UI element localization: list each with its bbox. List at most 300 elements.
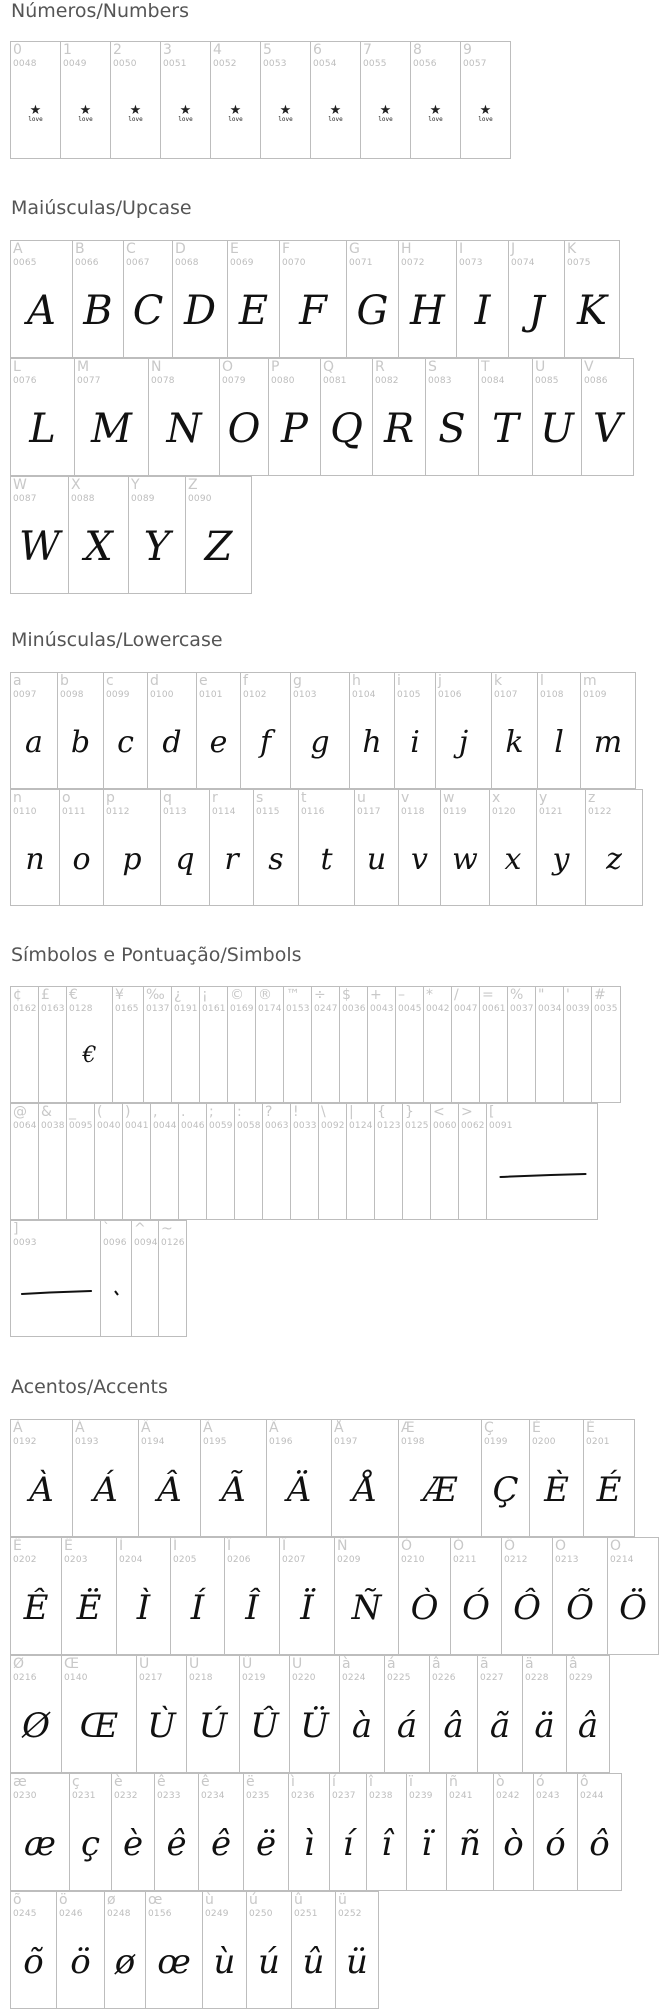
- glyph-code: 0229: [569, 1673, 593, 1683]
- glyph-code: 0080: [271, 376, 295, 386]
- glyph-sample: U: [540, 406, 574, 452]
- glyph-cell: [346, 240, 399, 358]
- glyph-code: 0040: [97, 1121, 121, 1131]
- glyph-cell: [402, 1103, 431, 1220]
- glyph-code: 0118: [401, 807, 425, 817]
- glyph-sample: w: [452, 842, 478, 877]
- glyph-cell: [103, 789, 161, 906]
- glyph-sample: Z: [204, 524, 233, 570]
- star-icon: ★: [379, 103, 392, 118]
- glyph-code: 0234: [201, 1791, 225, 1801]
- glyph-cell: [456, 240, 509, 358]
- glyph-sample: Ò: [410, 1588, 439, 1628]
- glyph-code: 0122: [588, 807, 612, 817]
- glyph-code: 0075: [567, 258, 591, 268]
- glyph-row: [10, 240, 633, 358]
- glyph-label: o: [62, 790, 71, 806]
- star-love-glyph: [61, 104, 110, 123]
- glyph-sample: Ô: [513, 1588, 541, 1628]
- glyph-label: ù: [205, 1892, 214, 1908]
- glyph-sample: í: [342, 1824, 354, 1864]
- glyph-cell: [367, 986, 396, 1103]
- glyph-code: 0228: [525, 1673, 549, 1683]
- glyph-code: 0042: [426, 1004, 450, 1014]
- glyph-label: Ä: [269, 1420, 279, 1436]
- glyph-sample: L: [29, 406, 56, 452]
- glyph-sample: D: [183, 288, 217, 334]
- glyph-code: 0249: [205, 1909, 229, 1919]
- glyph-label: p: [106, 790, 115, 806]
- glyph-sample: g: [310, 725, 330, 760]
- glyph-cell: [239, 1655, 290, 1773]
- glyph-cell: [334, 1537, 399, 1655]
- glyph-code: 0077: [77, 376, 101, 386]
- glyph-cell: [66, 986, 113, 1103]
- glyph-sample: F: [299, 288, 327, 334]
- glyph-code: 0245: [13, 1909, 37, 1919]
- glyph-label: 1: [63, 42, 72, 58]
- glyph-label: 9: [463, 42, 472, 58]
- glyph-code: 0174: [258, 1004, 282, 1014]
- glyph-row: [10, 672, 642, 789]
- glyph-label: _: [69, 1104, 76, 1120]
- glyph-cell: [38, 1103, 67, 1220]
- glyph-cell: [481, 1419, 530, 1537]
- glyph-label: a: [13, 673, 22, 689]
- glyph-sample: d: [162, 725, 182, 760]
- glyph-code: 0088: [71, 494, 95, 504]
- glyph-code: 0196: [269, 1437, 293, 1447]
- glyph-label: Ê: [13, 1538, 22, 1554]
- glyph-code: 0162: [13, 1004, 37, 1014]
- glyph-cell: [564, 240, 620, 358]
- glyph-code: 0211: [453, 1555, 477, 1565]
- glyph-cell: [262, 1103, 291, 1220]
- grave-stroke-glyph: [101, 1221, 132, 1337]
- glyph-code: 0226: [432, 1673, 456, 1683]
- glyph-code: 0083: [428, 376, 452, 386]
- glyph-label: `: [103, 1221, 110, 1237]
- glyph-sample: ö: [70, 1942, 91, 1982]
- glyph-code: 0232: [114, 1791, 138, 1801]
- glyph-label: Õ: [555, 1538, 567, 1554]
- glyph-cell: [291, 1891, 336, 2009]
- glyph-cell: [143, 986, 172, 1103]
- glyph-cell: [450, 1537, 502, 1655]
- star-icon: ★: [329, 103, 342, 118]
- glyph-cell: [198, 1773, 244, 1891]
- glyph-code: 0252: [338, 1909, 362, 1919]
- glyph-code: 0126: [161, 1238, 185, 1248]
- glyph-label: +: [370, 987, 382, 1003]
- glyph-label: ¿: [174, 987, 182, 1003]
- glyph-cell: [158, 1220, 187, 1337]
- glyph-label: Ù: [139, 1656, 150, 1672]
- glyph-code: 0057: [463, 59, 487, 69]
- glyph-code: 0050: [113, 59, 137, 69]
- glyph-sample: e: [209, 725, 228, 760]
- glyph-sample: v: [411, 842, 428, 877]
- glyph-cell: [429, 1655, 478, 1773]
- glyph-cell: [451, 986, 480, 1103]
- glyph-label: *: [426, 987, 433, 1003]
- glyph-label: L: [13, 359, 21, 375]
- glyph-sample: â: [443, 1706, 464, 1746]
- glyph-label: r: [212, 790, 218, 806]
- glyph-label: I: [459, 241, 464, 257]
- glyph-sample: ú: [258, 1942, 280, 1982]
- glyph-code: 0039: [566, 1004, 590, 1014]
- glyph-label: @: [13, 1104, 27, 1120]
- glyph-label: [: [489, 1104, 495, 1120]
- glyph-code: 0124: [349, 1121, 373, 1131]
- glyph-code: 0097: [13, 690, 37, 700]
- glyph-cell: [536, 789, 586, 906]
- glyph-code: 0051: [163, 59, 187, 69]
- star-love-glyph: [261, 104, 310, 123]
- glyph-code: 0059: [209, 1121, 233, 1131]
- glyph-sample: ï: [421, 1824, 432, 1864]
- glyph-cell: [111, 1773, 155, 1891]
- glyph-label: Å: [334, 1420, 344, 1436]
- glyph-cell: [585, 789, 643, 906]
- glyph-cell: [68, 476, 129, 594]
- glyph-code: 0104: [352, 690, 376, 700]
- glyph-cell: [69, 1773, 112, 1891]
- glyph-cell: [128, 476, 186, 594]
- glyph-sample: ñ: [459, 1824, 481, 1864]
- glyph-code: 0242: [496, 1791, 520, 1801]
- glyph-code: 0078: [151, 376, 175, 386]
- glyph-label: J: [511, 241, 516, 257]
- glyph-sample: Œ: [79, 1706, 119, 1746]
- glyph-code: 0107: [494, 690, 518, 700]
- glyph-code: 0200: [532, 1437, 556, 1447]
- glyph-code: 0119: [443, 807, 467, 817]
- glyph-cell: [202, 1891, 247, 2009]
- glyph-cell: [196, 672, 241, 789]
- glyph-label: Í: [173, 1538, 178, 1554]
- glyph-code: 0204: [119, 1555, 143, 1565]
- symbols-title: Símbolos e Pontuação/Simbols: [11, 944, 302, 966]
- glyph-cell: [123, 240, 173, 358]
- glyph-caption: love: [328, 116, 343, 123]
- glyph-sample: J: [528, 288, 545, 334]
- glyph-cell: [398, 240, 457, 358]
- glyph-sample: û: [302, 1942, 325, 1982]
- glyph-sample: T: [492, 406, 519, 452]
- glyph-label: û: [294, 1892, 303, 1908]
- numbers-grid: [10, 41, 510, 159]
- glyph-label: ä: [525, 1656, 534, 1672]
- glyph-label: œ: [148, 1892, 163, 1908]
- glyph-code: 0121: [539, 807, 563, 817]
- glyph-cell: [311, 986, 340, 1103]
- glyph-cell: [94, 1103, 123, 1220]
- glyph-sample: r: [224, 842, 239, 877]
- glyph-label: 8: [413, 42, 422, 58]
- glyph-cell: [580, 672, 636, 789]
- star-icon: ★: [129, 103, 142, 118]
- glyph-cell: [160, 41, 211, 159]
- star-icon: ★: [429, 103, 442, 118]
- glyph-label: Y: [131, 477, 140, 493]
- glyph-cell: [185, 476, 252, 594]
- glyph-sample: Û: [250, 1706, 279, 1746]
- glyph-cell: [150, 1103, 179, 1220]
- glyph-cell: [103, 672, 148, 789]
- glyph-cell: [243, 1773, 289, 1891]
- glyph-label: !: [293, 1104, 299, 1120]
- glyph-row: [10, 41, 510, 159]
- glyph-label: O: [222, 359, 234, 375]
- glyph-code: 0219: [242, 1673, 266, 1683]
- glyph-code: 0120: [492, 807, 516, 817]
- glyph-sample: Ç: [492, 1470, 519, 1510]
- glyph-sample: ç: [80, 1824, 101, 1864]
- glyph-code: 0095: [69, 1121, 93, 1131]
- glyph-label: }: [405, 1104, 414, 1120]
- glyph-cell: [508, 240, 565, 358]
- glyph-code: 0251: [294, 1909, 318, 1919]
- glyph-sample: ü: [346, 1942, 368, 1982]
- glyph-cell: [290, 1103, 319, 1220]
- glyph-label: W: [13, 477, 27, 493]
- glyph-label: $: [342, 987, 351, 1003]
- glyph-cell: [398, 1537, 451, 1655]
- glyph-row: [10, 1773, 658, 1891]
- glyph-code: 0034: [538, 1004, 562, 1014]
- glyph-code: 0086: [584, 376, 608, 386]
- glyph-label: u: [357, 790, 366, 806]
- glyph-cell: [435, 672, 492, 789]
- glyph-code: 0109: [583, 690, 607, 700]
- glyph-cell: [147, 672, 197, 789]
- glyph-sample: K: [577, 288, 607, 334]
- glyph-label: 4: [213, 42, 222, 58]
- glyph-code: 0071: [349, 258, 373, 268]
- glyph-label: e: [199, 673, 208, 689]
- glyph-sample: i: [410, 725, 420, 760]
- glyph-cell: [423, 986, 452, 1103]
- glyph-sample: Æ: [422, 1470, 458, 1510]
- glyph-label: 2: [113, 42, 122, 58]
- glyph-code: 0093: [13, 1238, 37, 1248]
- glyph-sample: É: [596, 1470, 622, 1510]
- glyph-cell: [591, 986, 621, 1103]
- glyph-sample: u: [366, 842, 387, 877]
- glyph-caption: love: [428, 116, 443, 123]
- glyph-cell: [493, 1773, 534, 1891]
- glyph-label: –: [398, 987, 405, 1003]
- glyph-label: ø: [107, 1892, 116, 1908]
- glyph-code: 0250: [249, 1909, 273, 1919]
- glyph-cell: [563, 986, 592, 1103]
- glyph-cell: [607, 1537, 659, 1655]
- glyph-code: 0053: [263, 59, 287, 69]
- glyph-sample: z: [606, 842, 622, 877]
- glyph-sample: Y: [143, 524, 171, 570]
- glyph-sample: ê: [210, 1824, 232, 1864]
- glyph-label: ¡: [202, 987, 208, 1003]
- glyph-code: 0067: [126, 258, 150, 268]
- glyph-cell: [283, 986, 312, 1103]
- glyph-cell: [535, 986, 564, 1103]
- glyph-cell: [346, 1103, 375, 1220]
- glyph-label: j: [438, 673, 442, 689]
- glyph-sample: S: [438, 406, 466, 452]
- glyph-code: 0060: [433, 1121, 457, 1131]
- glyph-label: g: [293, 673, 302, 689]
- glyph-cell: [240, 672, 291, 789]
- glyph-cell: [577, 1773, 622, 1891]
- glyph-cell: [104, 1891, 146, 2009]
- glyph-cell: [366, 1773, 407, 1891]
- star-love-glyph: [311, 104, 360, 123]
- glyph-code: 0047: [454, 1004, 478, 1014]
- star-love-glyph: [211, 104, 260, 123]
- glyph-sample: B: [83, 288, 113, 334]
- glyph-sample: Â: [157, 1470, 182, 1510]
- glyph-code: 0112: [106, 807, 130, 817]
- glyph-cell: [61, 1537, 117, 1655]
- glyph-cell: [219, 358, 269, 476]
- glyph-cell: [310, 41, 361, 159]
- glyph-code: 0054: [313, 59, 337, 69]
- glyph-label: N: [151, 359, 162, 375]
- glyph-code: 0241: [449, 1791, 473, 1801]
- glyph-code: 0210: [401, 1555, 425, 1565]
- glyph-label: æ: [13, 1774, 27, 1790]
- glyph-sample: ô: [589, 1824, 610, 1864]
- glyph-code: 0085: [535, 376, 559, 386]
- glyph-label: 0: [13, 42, 22, 58]
- glyph-row: [10, 1103, 620, 1220]
- glyph-code: 0103: [293, 690, 317, 700]
- glyph-label: h: [352, 673, 361, 689]
- glyph-sample: m: [593, 725, 623, 760]
- glyph-sample: Ü: [300, 1706, 329, 1746]
- glyph-code: 0081: [323, 376, 347, 386]
- glyph-code: 0246: [59, 1909, 83, 1919]
- glyph-label: ë: [246, 1774, 255, 1790]
- glyph-code: 0062: [461, 1121, 485, 1131]
- glyph-code: 0212: [504, 1555, 528, 1565]
- glyph-sample: Õ: [566, 1588, 594, 1628]
- glyph-label: Ú: [189, 1656, 200, 1672]
- glyph-code: 0069: [230, 258, 254, 268]
- glyph-sample: Í: [190, 1588, 205, 1628]
- star-icon: ★: [229, 103, 242, 118]
- glyph-cell: [100, 1220, 132, 1337]
- glyph-code: 0206: [227, 1555, 251, 1565]
- glyph-code: 0202: [13, 1555, 37, 1565]
- star-love-glyph: [461, 104, 510, 123]
- glyph-code: 0091: [489, 1121, 513, 1131]
- glyph-label: ‰: [146, 987, 165, 1003]
- glyph-code: 0205: [173, 1555, 197, 1565]
- glyph-cell: [10, 1773, 70, 1891]
- glyph-cell: [10, 1537, 62, 1655]
- glyph-cell: [200, 1419, 267, 1537]
- glyph-cell: [253, 789, 299, 906]
- glyph-sample: Å: [352, 1470, 378, 1510]
- glyph-sample: È: [544, 1470, 569, 1510]
- glyph-cell: [533, 1773, 578, 1891]
- glyph-sample: Î: [245, 1588, 259, 1628]
- glyph-label: à: [342, 1656, 351, 1672]
- glyph-sample: Ê: [23, 1588, 49, 1628]
- glyph-code: 0191: [174, 1004, 198, 1014]
- glyph-cell: [10, 1103, 39, 1220]
- glyph-sample: œ: [157, 1942, 191, 1982]
- glyph-code: 0066: [75, 258, 99, 268]
- glyph-code: 0089: [131, 494, 155, 504]
- glyph-label: %: [510, 987, 524, 1003]
- glyph-cell: [66, 1103, 95, 1220]
- glyph-cell: [131, 1220, 159, 1337]
- glyph-code: 0137: [146, 1004, 170, 1014]
- glyph-label: F: [282, 241, 291, 257]
- glyph-code: 0036: [342, 1004, 366, 1014]
- glyph-code: 0197: [334, 1437, 358, 1447]
- glyph-label: ¢: [13, 987, 22, 1003]
- glyph-row: [10, 789, 642, 906]
- glyph-code: 0248: [107, 1909, 131, 1919]
- glyph-sample: P: [281, 406, 308, 452]
- glyph-cell: [72, 1419, 139, 1537]
- glyph-code: 0233: [157, 1791, 181, 1801]
- star-love-glyph: [11, 104, 60, 123]
- glyph-caption: love: [28, 116, 43, 123]
- glyph-cell: [160, 789, 210, 906]
- glyph-cell: [349, 672, 395, 789]
- glyph-row: [10, 1419, 658, 1537]
- glyph-cell: [374, 1103, 403, 1220]
- glyph-sample: ì: [303, 1824, 315, 1864]
- glyph-code: 0070: [282, 258, 306, 268]
- glyph-code: 0111: [62, 807, 86, 817]
- glyph-label: V: [584, 359, 594, 375]
- glyph-label: Æ: [401, 1420, 415, 1436]
- glyph-sample: b: [70, 725, 91, 760]
- upcase-title: Maiúsculas/Upcase: [11, 197, 192, 219]
- glyph-sample: à: [351, 1706, 373, 1746]
- glyph-code: 0096: [103, 1238, 127, 1248]
- glyph-code: 0074: [511, 258, 535, 268]
- glyph-row: [10, 1655, 658, 1773]
- glyph-code: 0163: [41, 1004, 65, 1014]
- glyph-row: [10, 986, 620, 1103]
- glyph-label: £: [41, 987, 50, 1003]
- glyph-cell: [478, 358, 533, 476]
- glyph-cell: [406, 1773, 447, 1891]
- glyph-sample: W: [18, 524, 61, 570]
- glyph-label: Q: [323, 359, 335, 375]
- glyph-code: 0068: [175, 258, 199, 268]
- glyph-code: 0100: [150, 690, 174, 700]
- glyph-cell: [224, 1537, 280, 1655]
- glyph-sample: n: [25, 842, 45, 877]
- glyph-label: T: [481, 359, 490, 375]
- glyph-sample: â: [577, 1706, 599, 1746]
- glyph-label: :: [237, 1104, 242, 1120]
- glyph-label: i: [397, 673, 401, 689]
- glyph-caption: love: [178, 116, 193, 123]
- glyph-cell: [10, 1655, 62, 1773]
- glyph-sample: R: [383, 406, 415, 452]
- glyph-cell: [320, 358, 373, 476]
